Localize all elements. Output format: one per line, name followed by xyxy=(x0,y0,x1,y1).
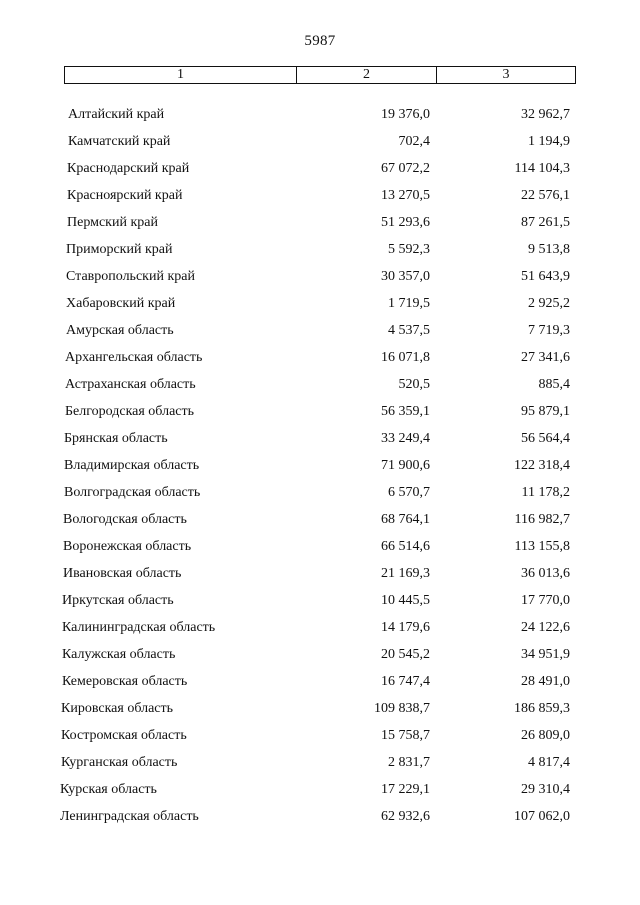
value-col-3: 28 491,0 xyxy=(521,674,570,689)
table-row xyxy=(0,403,640,430)
value-col-2: 68 764,1 xyxy=(381,512,430,527)
value-col-2: 10 445,5 xyxy=(381,593,430,608)
table-row xyxy=(0,430,640,457)
region-name: Архангельская область xyxy=(65,350,203,365)
value-col-3: 26 809,0 xyxy=(521,728,570,743)
value-col-3: 22 576,1 xyxy=(521,188,570,203)
region-name: Ивановская область xyxy=(63,566,182,581)
value-col-3: 107 062,0 xyxy=(514,809,570,824)
value-col-2: 15 758,7 xyxy=(381,728,430,743)
table-body xyxy=(0,106,640,835)
value-col-3: 186 859,3 xyxy=(514,701,570,716)
value-col-3: 1 194,9 xyxy=(528,134,570,149)
region-name: Приморский край xyxy=(66,242,173,257)
page-number: 5987 xyxy=(304,33,336,49)
region-name: Брянская область xyxy=(64,431,168,446)
value-col-2: 109 838,7 xyxy=(374,701,430,716)
value-col-3: 56 564,4 xyxy=(521,431,570,446)
value-col-2: 2 831,7 xyxy=(388,755,430,770)
region-name: Иркутская область xyxy=(62,593,174,608)
table-row xyxy=(0,808,640,835)
value-col-2: 16 071,8 xyxy=(381,350,430,365)
table-row xyxy=(0,700,640,727)
table-row xyxy=(0,133,640,160)
table-row xyxy=(0,376,640,403)
region-name: Курганская область xyxy=(61,755,178,770)
table-row xyxy=(0,484,640,511)
value-col-3: 34 951,9 xyxy=(521,647,570,662)
table-row xyxy=(0,268,640,295)
table-row xyxy=(0,511,640,538)
region-name: Вологодская область xyxy=(63,512,187,527)
region-name: Калужская область xyxy=(62,647,176,662)
table-row xyxy=(0,349,640,376)
value-col-2: 17 229,1 xyxy=(381,782,430,797)
table-row xyxy=(0,754,640,781)
value-col-2: 33 249,4 xyxy=(381,431,430,446)
value-col-2: 16 747,4 xyxy=(381,674,430,689)
region-name: Алтайский край xyxy=(68,107,165,122)
region-name: Курская область xyxy=(60,782,157,797)
table-row xyxy=(0,619,640,646)
header-col-2: 2 xyxy=(297,67,437,83)
region-name: Воронежская область xyxy=(63,539,192,554)
value-col-2: 702,4 xyxy=(398,134,430,149)
value-col-2: 14 179,6 xyxy=(381,620,430,635)
value-col-2: 19 376,0 xyxy=(381,107,430,122)
region-name: Астраханская область xyxy=(65,377,196,392)
value-col-3: 114 104,3 xyxy=(514,161,570,176)
value-col-2: 5 592,3 xyxy=(388,242,430,257)
table-header xyxy=(64,66,576,84)
value-col-2: 51 293,6 xyxy=(381,215,430,230)
region-name: Краснодарский край xyxy=(67,161,190,176)
value-col-3: 29 310,4 xyxy=(521,782,570,797)
value-col-3: 113 155,8 xyxy=(514,539,570,554)
value-col-2: 520,5 xyxy=(398,377,430,392)
header-col-3: 3 xyxy=(502,67,510,82)
value-col-3: 27 341,6 xyxy=(521,350,570,365)
region-name: Волгоградская область xyxy=(64,485,201,500)
table-row xyxy=(0,592,640,619)
table-row xyxy=(0,160,640,187)
region-name: Калининградская область xyxy=(62,620,216,635)
value-col-3: 11 178,2 xyxy=(521,485,570,500)
table-row xyxy=(0,673,640,700)
value-col-3: 87 261,5 xyxy=(521,215,570,230)
value-col-3: 9 513,8 xyxy=(528,242,570,257)
region-name: Пермский край xyxy=(67,215,158,230)
value-col-3: 51 643,9 xyxy=(521,269,570,284)
value-col-2: 62 932,6 xyxy=(381,809,430,824)
region-name: Владимирская область xyxy=(64,458,200,473)
value-col-2: 1 719,5 xyxy=(388,296,430,311)
value-col-2: 66 514,6 xyxy=(381,539,430,554)
table-row xyxy=(0,106,640,133)
value-col-3: 4 817,4 xyxy=(528,755,570,770)
value-col-2: 56 359,1 xyxy=(381,404,430,419)
value-col-3: 32 962,7 xyxy=(521,107,570,122)
region-name: Амурская область xyxy=(66,323,174,338)
table-row xyxy=(0,565,640,592)
value-col-2: 6 570,7 xyxy=(388,485,430,500)
value-col-3: 122 318,4 xyxy=(514,458,570,473)
region-name: Хабаровский край xyxy=(66,296,176,311)
table-row xyxy=(0,538,640,565)
value-col-2: 21 169,3 xyxy=(381,566,430,581)
region-name: Белгородская область xyxy=(65,404,195,419)
region-name: Ставропольский край xyxy=(66,269,195,284)
value-col-3: 885,4 xyxy=(538,377,570,392)
value-col-2: 13 270,5 xyxy=(381,188,430,203)
table-row xyxy=(0,457,640,484)
region-name: Красноярский край xyxy=(67,188,183,203)
table-row xyxy=(0,646,640,673)
header-col-1: 1 xyxy=(65,67,297,83)
value-col-2: 30 357,0 xyxy=(381,269,430,284)
value-col-3: 2 925,2 xyxy=(528,296,570,311)
table-row xyxy=(0,187,640,214)
table-row xyxy=(0,727,640,754)
value-col-2: 71 900,6 xyxy=(381,458,430,473)
table-row xyxy=(0,322,640,349)
region-name: Камчатский край xyxy=(68,134,171,149)
value-col-3: 116 982,7 xyxy=(514,512,570,527)
region-name: Ленинградская область xyxy=(60,809,199,824)
value-col-3: 36 013,6 xyxy=(521,566,570,581)
region-name: Костромская область xyxy=(61,728,187,743)
table-row xyxy=(0,241,640,268)
table-row xyxy=(0,295,640,322)
value-col-3: 24 122,6 xyxy=(521,620,570,635)
region-name: Кемеровская область xyxy=(62,674,188,689)
region-name: Кировская область xyxy=(61,701,174,716)
value-col-3: 7 719,3 xyxy=(528,323,570,338)
value-col-2: 67 072,2 xyxy=(381,161,430,176)
value-col-2: 4 537,5 xyxy=(388,323,430,338)
value-col-3: 95 879,1 xyxy=(521,404,570,419)
value-col-3: 17 770,0 xyxy=(521,593,570,608)
table-row xyxy=(0,781,640,808)
value-col-2: 20 545,2 xyxy=(381,647,430,662)
table-row xyxy=(0,214,640,241)
